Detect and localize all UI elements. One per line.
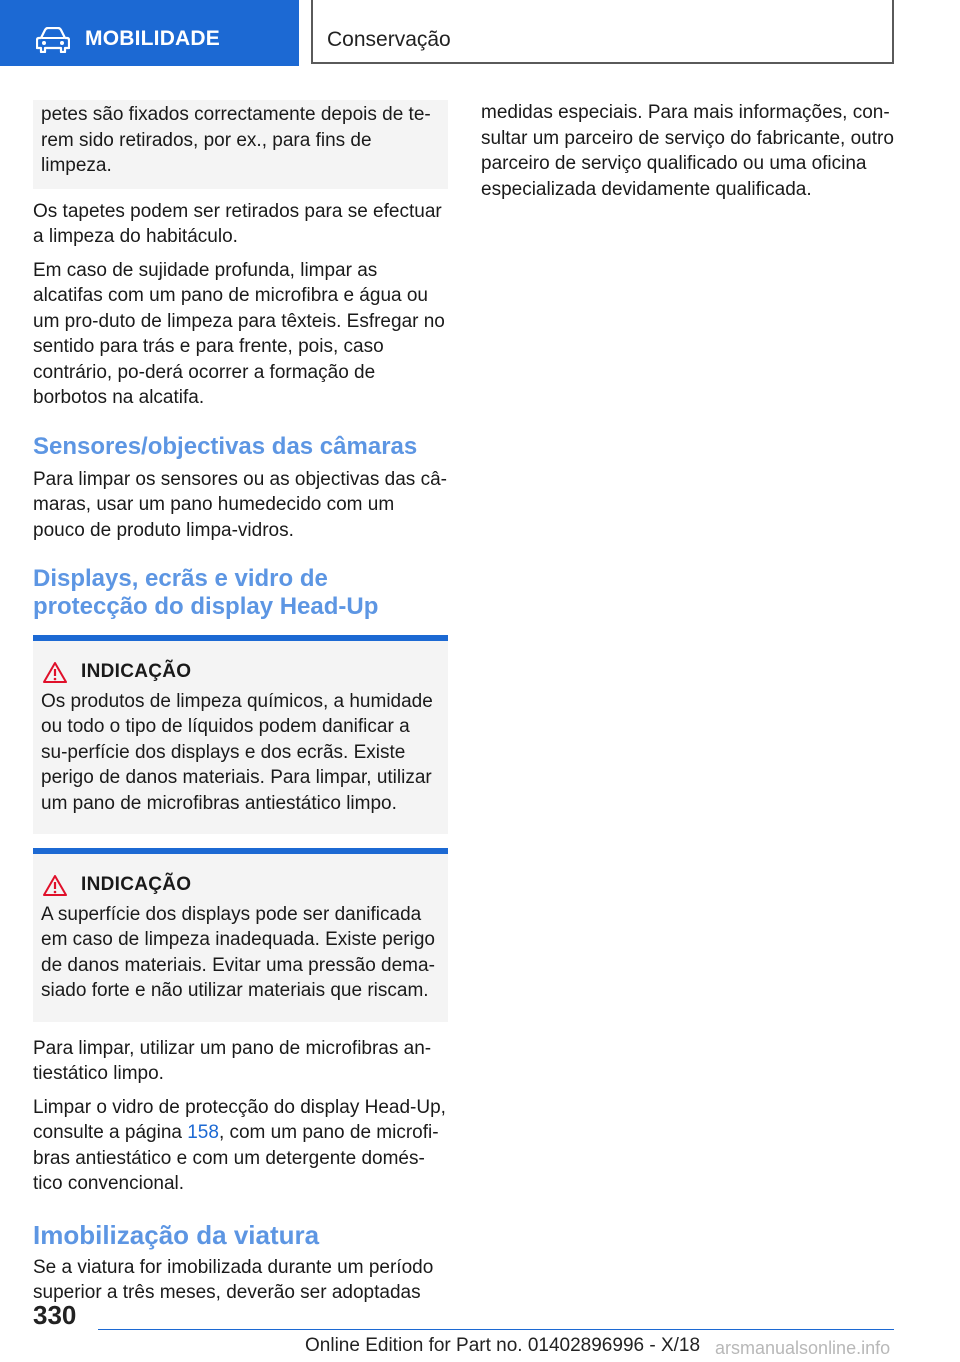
edition-text: Online Edition for Part no. 01402896996 - X/18 bbox=[305, 1335, 701, 1356]
left-column bbox=[33, 100, 448, 1314]
warning-icon bbox=[43, 874, 67, 896]
watermark: arsmanualsonline.info bbox=[715, 1338, 891, 1358]
paragraph-immobilization: Se a viatura for imobilizada durante um período superior a três meses, deverão ser adoptadas bbox=[33, 1256, 434, 1303]
head-up-text-after: , com um pano de microfi-bras antiestático e com um detergente domés-tico convencional. bbox=[33, 1122, 439, 1194]
heading-immobilization: Imobilização da viatura bbox=[33, 1219, 320, 1250]
notice-box-1 bbox=[33, 635, 448, 834]
car-icon bbox=[36, 27, 70, 53]
chapter-title: Conservação bbox=[327, 28, 451, 51]
paragraph-deep-dirt: Em caso de sujidade profunda, limpar as alcatifas com um pano de microfibra e água ou um pro-duto de limpeza para têxteis. Esfregar no sentido para trás e para frente, pois, caso contrário, po-derá ocorrer a formação de borbotos na alcatifa. bbox=[33, 259, 445, 408]
notice-header bbox=[41, 872, 440, 898]
continued-note-box bbox=[33, 100, 448, 189]
paragraph-display-cleaning: Para limpar, utilizar um pano de microfibras an-tiestático limpo. bbox=[33, 1037, 432, 1084]
notice-box-2 bbox=[33, 848, 448, 1022]
notice-title: INDICAÇÃO bbox=[81, 874, 192, 895]
notice-text: Os produtos de limpeza químicos, a humidade ou todo o tipo de líquidos podem danificar a su-perfície dos displays e dos ecrãs. Existe perigo de danos materiais. Para limpar, utilizar um pano de microfibras antiestático limpo. bbox=[41, 690, 433, 814]
footer-divider bbox=[98, 1329, 894, 1330]
paragraph-camera-sensors: Para limpar os sensores ou as objectivas das câ-maras, usar um pano humedecido com um pouco de produto limpa-vidros. bbox=[33, 468, 447, 541]
notice-text: A superfície dos displays pode ser danificada em caso de limpeza inadequada. Existe perigo de danos materiais. Evitar uma pressão dema-siado forte e não utilizar materiais que riscam. bbox=[41, 903, 435, 1001]
continued-note-text: petes são fixados correctamente depois de te-rem sido retirados, por ex., para fins de limpeza. bbox=[41, 104, 431, 176]
section-tab bbox=[0, 0, 299, 66]
paragraph-special-measures: medidas especiais. Para mais informações, con-sultar um parceiro de serviço do fabricante, outro parceiro de serviço qualificado ou uma oficina especializada devidamente qualificada. bbox=[481, 102, 894, 200]
head-up-text-before: Limpar o vidro de protecção do display Head-Up, consulte a página bbox=[33, 1096, 446, 1143]
notice-title: INDICAÇÃO bbox=[81, 661, 192, 682]
paragraph-mats-removal: Os tapetes podem ser retirados para se efectuar a limpeza do habitáculo. bbox=[33, 200, 442, 247]
section-label: MOBILIDADE bbox=[85, 27, 220, 50]
page-number: 330 bbox=[33, 1300, 77, 1330]
page-reference-link[interactable]: 158 bbox=[187, 1122, 219, 1143]
heading-displays: Displays, ecrãs e vidro de protecção do display Head-Up bbox=[33, 565, 379, 620]
chapter-header bbox=[311, 0, 894, 64]
heading-camera-sensors: Sensores/objectivas das câmaras bbox=[33, 432, 418, 460]
right-column bbox=[481, 100, 901, 210]
paragraph-head-up-glass bbox=[33, 1095, 448, 1197]
notice-header bbox=[41, 659, 440, 685]
warning-icon bbox=[43, 661, 67, 683]
